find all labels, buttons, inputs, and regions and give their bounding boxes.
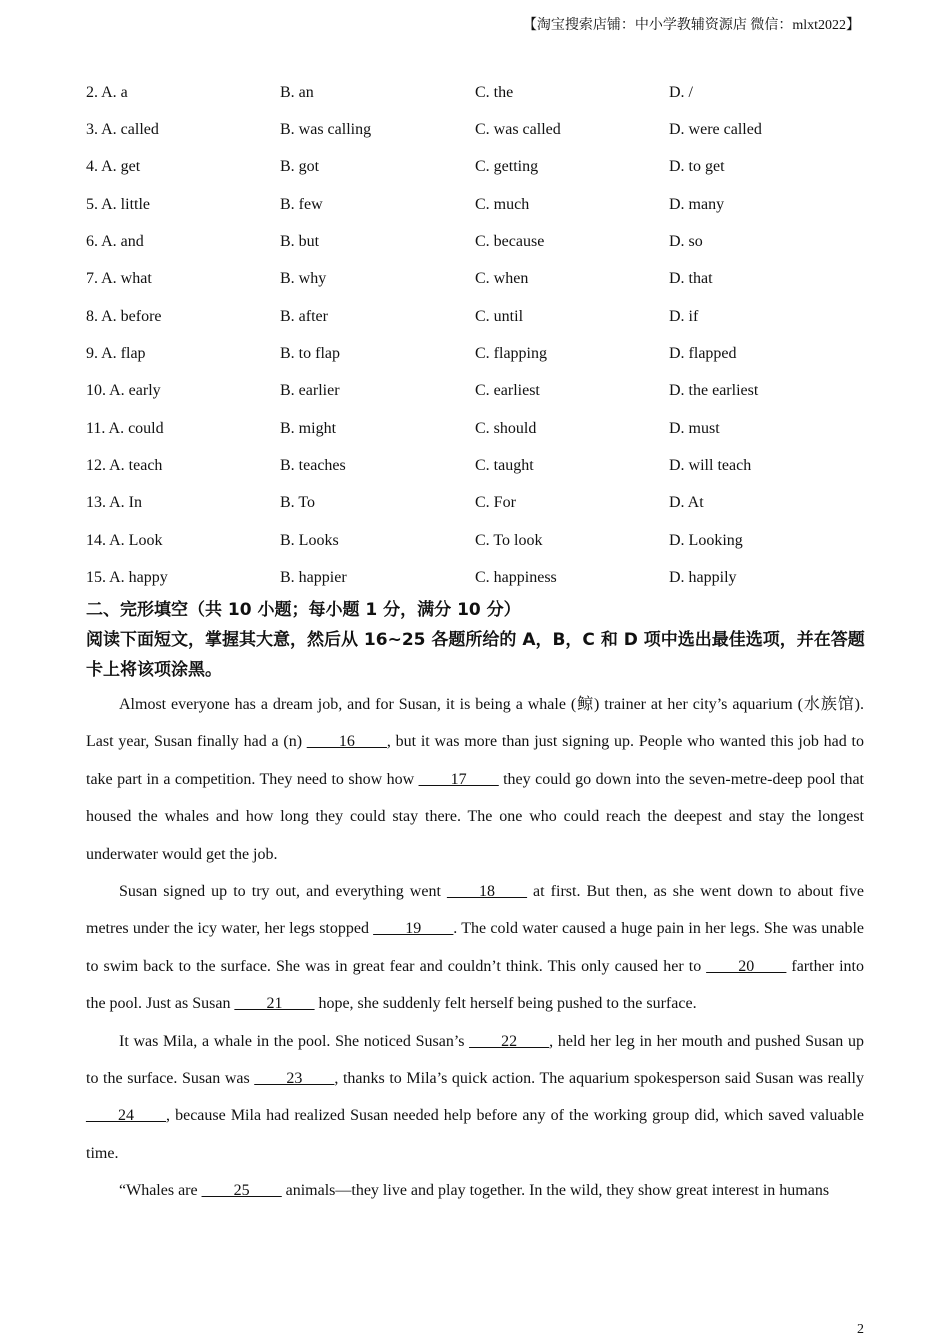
passage-text: , held her leg in her mouth and pushed Susan up to the surface. Susan was [86, 1032, 864, 1088]
passage-text: animals—they live and play together. In the wild, they show great interest in humans [281, 1182, 830, 1200]
option-row [86, 373, 876, 410]
option-b: B. why [280, 270, 327, 288]
option-b: B. few [280, 195, 323, 213]
option-a: 11. A. could [86, 419, 164, 437]
option-c: C. should [475, 419, 537, 437]
option-row [86, 223, 876, 260]
option-row [86, 111, 876, 148]
option-b: B. but [280, 233, 320, 251]
option-d: D. happily [669, 569, 737, 587]
option-a: 6. A. and [86, 233, 144, 251]
passage-text: Susan signed up to try out, and everything went [119, 883, 447, 901]
option-row [86, 485, 876, 522]
option-a: 5. A. little [86, 195, 150, 213]
option-d: D. many [669, 195, 725, 213]
option-d: D. were called [669, 121, 762, 139]
blank-23: ____23____ [254, 1070, 335, 1088]
option-d: D. to get [669, 158, 725, 176]
option-d: D. the earliest [669, 382, 759, 400]
option-b: B. was calling [280, 121, 372, 139]
option-d: D. will teach [669, 457, 752, 475]
option-a: 12. A. teach [86, 457, 163, 475]
cloze-passage [86, 686, 864, 1210]
passage-text: . The cold water caused a huge pain in her legs. She was unable to swim back to the surface. She was in great fear and couldn’t think. This only caused her to [86, 920, 864, 975]
section-instruction: 阅读下面短文，掌握其大意，然后从 16~25 各题所给的 A，B，C 和 D 项中选出最佳选项，并在答题卡上将该项涂黑。 [86, 630, 865, 680]
option-row [86, 186, 876, 223]
option-row [86, 74, 876, 111]
option-c: C. when [475, 270, 529, 288]
option-b: B. to flap [280, 345, 340, 363]
blank-24: ____24____ [86, 1107, 166, 1125]
blank-17: ____17____ [418, 770, 499, 788]
blank-18: ____18____ [446, 883, 527, 901]
option-row [86, 261, 876, 298]
option-c: C. was called [475, 121, 561, 139]
options-table [86, 74, 876, 597]
passage-paragraph-4 [86, 1172, 864, 1209]
blank-19: ____19____ [373, 920, 454, 938]
passage-paragraph-2 [86, 873, 864, 1023]
blank-20: ____20____ [706, 957, 787, 975]
option-c: C. taught [475, 457, 534, 475]
option-a: 15. A. happy [86, 569, 168, 587]
option-a: 8. A. before [86, 307, 162, 325]
option-b: B. teaches [280, 457, 346, 475]
option-d: D. / [669, 83, 693, 101]
passage-text: , but it was more than just signing up. People who wanted this job had to take part in a competition. They need to show how [86, 733, 864, 788]
option-d: D. so [669, 233, 703, 251]
option-d: D. that [669, 270, 713, 288]
passage-text: farther into the pool. Just as Susan [86, 957, 864, 1013]
option-b: B. got [280, 158, 320, 176]
option-a: 4. A. get [86, 158, 141, 176]
passage-text: , thanks to Mila’s quick action. The aquarium spokesperson said Susan was really [334, 1070, 864, 1088]
option-row [86, 559, 876, 596]
option-d: D. At [669, 494, 704, 512]
passage-text: hope, she suddenly felt herself being pushed to the surface. [314, 995, 697, 1013]
option-a: 13. A. In [86, 494, 142, 512]
option-b: B. Looks [280, 531, 339, 549]
blank-22: ____22____ [469, 1032, 550, 1050]
passage-text: Almost everyone has a dream job, and for Susan, it is being a whale (鲸) trainer at her city’s aquarium (水族馆). Last year, Susan finally had a (n) [86, 696, 864, 751]
passage-text: “Whales are [119, 1182, 202, 1200]
passage-text: at first. But then, as she went down to about five metres under the icy water, her legs stopped [86, 883, 864, 938]
option-row [86, 149, 876, 186]
option-d: D. Looking [669, 531, 743, 549]
option-c: C. because [475, 233, 545, 251]
option-b: B. after [280, 307, 328, 325]
blank-21: ____21____ [234, 995, 315, 1013]
option-a: 7. A. what [86, 270, 152, 288]
blank-25: ____25____ [201, 1182, 282, 1200]
blank-16: ____16____ [306, 733, 387, 751]
option-a: 3. A. called [86, 121, 159, 139]
option-c: C. flapping [475, 345, 547, 363]
option-a: 9. A. flap [86, 345, 146, 363]
section-title: 二、完形填空（共 10 小题；每小题 1 分，满分 10 分） [86, 600, 521, 620]
option-row [86, 298, 876, 335]
passage-text: , because Mila had realized Susan needed help before any of the working group did, which saved valuable time. [86, 1107, 864, 1162]
option-d: D. if [669, 307, 699, 325]
option-b: B. an [280, 83, 314, 101]
passage-text: It was Mila, a whale in the pool. She noticed Susan’s [119, 1032, 470, 1050]
passage-paragraph-3 [86, 1023, 864, 1173]
option-b: B. To [280, 494, 316, 512]
option-row [86, 522, 876, 559]
passage-paragraph-1 [86, 686, 864, 873]
option-c: C. much [475, 195, 530, 213]
option-c: C. getting [475, 158, 539, 176]
option-row [86, 447, 876, 484]
option-a: 2. A. a [86, 83, 128, 101]
option-c: C. the [475, 83, 514, 101]
option-row [86, 410, 876, 447]
option-d: D. must [669, 419, 720, 437]
option-c: C. until [475, 307, 524, 325]
option-c: C. happiness [475, 569, 557, 587]
page-number: 2 [857, 1322, 864, 1337]
passage-text: they could go down into the seven-metre-deep pool that housed the whales and how long they could stay there. The one who could reach the deepest and stay the longest underwater would get the job. [86, 770, 865, 863]
option-c: C. earliest [475, 382, 540, 400]
option-a: 14. A. Look [86, 531, 163, 549]
option-b: B. might [280, 419, 337, 437]
option-row [86, 335, 876, 372]
option-a: 10. A. early [86, 382, 161, 400]
option-b: B. earlier [280, 382, 340, 400]
option-c: C. For [475, 494, 516, 512]
option-d: D. flapped [669, 345, 737, 363]
page-header: 【淘宝搜索店铺：中小学教辅资源店 微信：mlxt2022】 [522, 18, 860, 33]
option-b: B. happier [280, 569, 347, 587]
option-c: C. To look [475, 531, 543, 549]
